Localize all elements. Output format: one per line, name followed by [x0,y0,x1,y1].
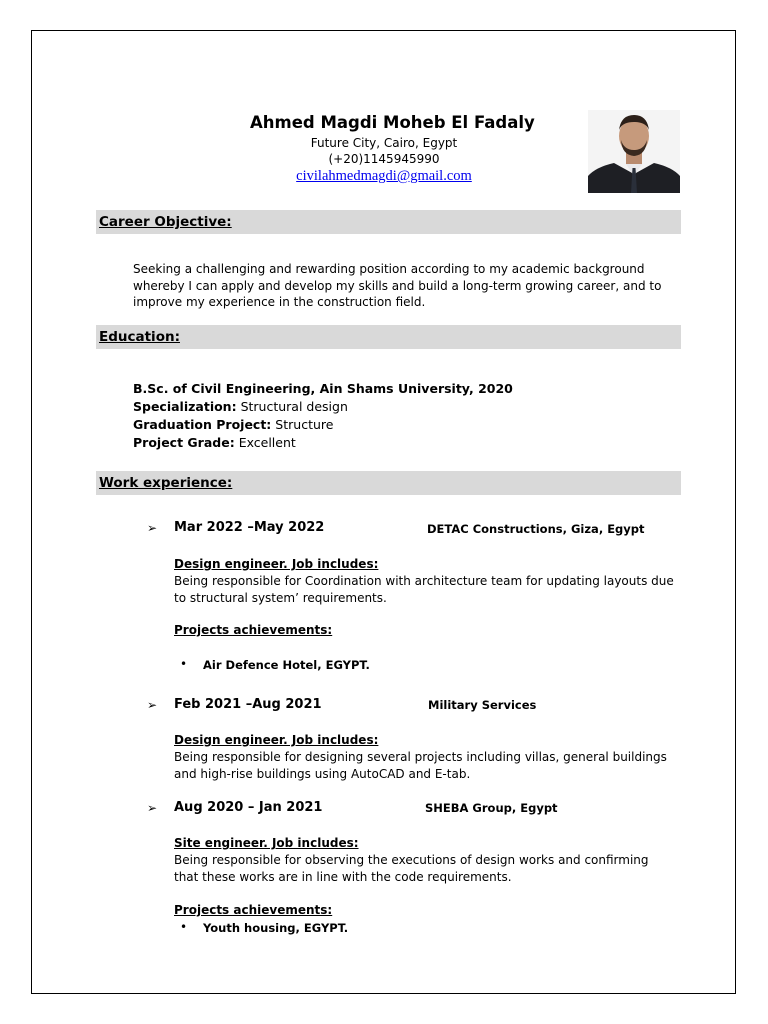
bullet-icon: • [180,657,188,671]
project-grade-value: Excellent [238,435,296,450]
arrow-bullet-icon: ➢ [147,521,158,535]
candidate-name: Ahmed Magdi Moheb El Fadaly [250,113,535,132]
career-objective-text: Seeking a challenging and rewarding position according to my academic background whereby I can apply and develop my skills and build a long-term growing career, and to improve my experience in the construction field. [133,262,662,309]
graduation-project-value: Structure [275,417,334,432]
email-link[interactable]: civilahmedmagdi@gmail.com [296,168,472,184]
job-dates: Feb 2021 –Aug 2021 [174,697,322,712]
section-bar-education [96,325,681,349]
phone-number: (+20)1145945990 [328,152,440,166]
job-role: Design engineer. Job includes: [174,733,379,747]
project-grade-label: Project Grade: [133,435,235,450]
section-title-education: Education: [99,329,180,345]
section-title-career: Career Objective: [99,214,232,230]
arrow-bullet-icon: ➢ [147,801,158,815]
job-role: Design engineer. Job includes: [174,557,379,571]
job-description: Being responsible for Coordination with architecture team for updating layouts due to structural system’ requirements. [174,574,674,605]
job-dates: Aug 2020 – Jan 2021 [174,800,323,815]
achievement-item: Air Defence Hotel, EGYPT. [203,658,370,672]
job-dates: Mar 2022 –May 2022 [174,520,325,535]
section-title-work: Work experience: [99,475,233,491]
job-role: Site engineer. Job includes: [174,836,359,850]
arrow-bullet-icon: ➢ [147,698,158,712]
job-company: SHEBA Group, Egypt [425,801,558,815]
project-grade [133,435,296,450]
degree: B.Sc. of Civil Engineering, Ain Shams University, 2020 [133,381,513,396]
section-bar-work [96,471,681,495]
section-bar-career [96,210,681,234]
graduation-project-label: Graduation Project: [133,417,272,432]
achievement-item: Youth housing, EGYPT. [203,921,349,935]
specialization-label: Specialization: [133,399,237,414]
bullet-icon: • [180,920,188,934]
achievements-title: Projects achievements: [174,903,333,917]
specialization-value: Structural design [240,399,348,414]
specialization [133,399,348,414]
job-company: Military Services [428,698,537,712]
profile-photo [588,110,680,193]
job-company: DETAC Constructions, Giza, Egypt [427,522,645,536]
graduation-project [133,417,333,432]
achievements-title: Projects achievements: [174,623,333,637]
job-description: Being responsible for observing the executions of design works and confirming that these works are in line with the code requirements. [174,853,649,884]
address: Future City, Cairo, Egypt [310,136,458,150]
job-description: Being responsible for designing several projects including villas, general buildings and high-rise buildings using AutoCAD and E-tab. [174,750,667,781]
